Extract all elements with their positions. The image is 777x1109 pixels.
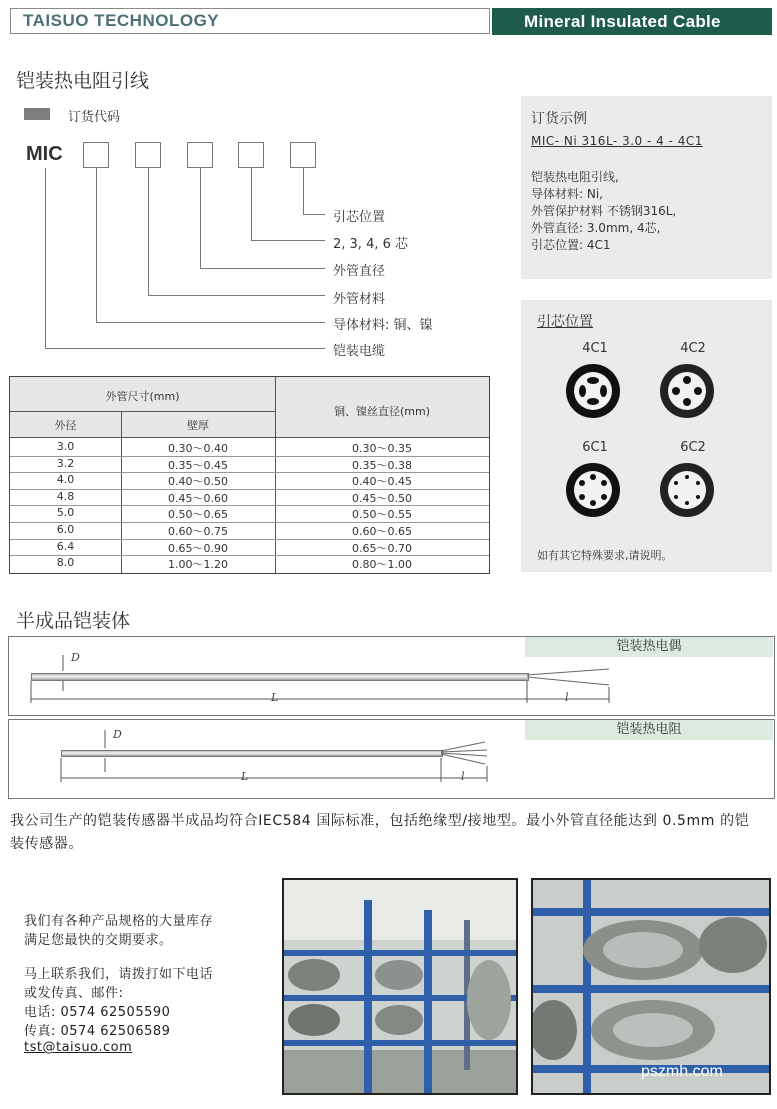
table-cell-od: 5.0	[56, 506, 75, 520]
code-box-sheath-material	[135, 142, 161, 168]
dim-label-L: L	[241, 770, 249, 783]
figure-label-rtd: 铠装热电阻	[525, 720, 773, 740]
table-cell-wire: 0.50～0.55	[352, 508, 412, 522]
code-box-diameter	[187, 142, 213, 168]
table-cell-wire: 0.65～0.70	[352, 541, 412, 555]
dim-label-L: L	[271, 691, 279, 704]
connector-line	[251, 240, 325, 241]
section-title-semi-finished: 半成品铠装体	[16, 610, 131, 632]
connector-line	[251, 168, 252, 240]
table-cell-od: 6.4	[56, 539, 75, 553]
order-example-line: 外管直径: 3.0mm, 4芯,	[531, 221, 661, 235]
connector-line	[148, 295, 325, 296]
dimension-table	[9, 376, 490, 574]
label-core-count: 2, 3, 4, 6 芯	[333, 237, 409, 252]
warehouse-shelves-illustration	[284, 880, 516, 1093]
figure-label-thermocouple: 铠装热电偶	[525, 637, 773, 657]
table-col-wall-thickness: 壁厚	[187, 419, 209, 432]
order-example-line: 外管保护材料 不锈钢316L,	[531, 204, 677, 218]
phone-number: 电话: 0574 62505590	[24, 1005, 171, 1020]
table-group-header: 外管尺寸(mm)	[105, 390, 180, 403]
label-armoured-cable: 铠装电缆	[333, 344, 386, 359]
table-cell-od: 8.0	[56, 556, 75, 570]
code-box-conductor	[83, 142, 109, 168]
warehouse-photo-1	[282, 878, 518, 1095]
legend-swatch	[24, 108, 50, 120]
table-cell-wall: 0.35～0.45	[168, 458, 228, 472]
stock-text-line1: 我们有各种产品规格的大量库存	[24, 914, 214, 929]
connector-line	[303, 168, 304, 214]
table-cell-od: 3.2	[56, 456, 75, 470]
connector-line	[45, 348, 325, 349]
figure-rtd	[8, 719, 775, 799]
core-diagram-6c2	[660, 463, 714, 517]
table-cell-wall: 0.40～0.50	[168, 475, 228, 489]
order-example-line: 铠装热电阻引线,	[531, 170, 619, 184]
warehouse-photo-2	[531, 878, 771, 1095]
dim-label-l: l	[565, 691, 569, 704]
stock-text-line2: 满足您最快的交期要求。	[24, 933, 173, 948]
call-text-line1: 马上联系我们，请拨打如下电话	[24, 967, 214, 982]
core-position-note: 如有其它特殊要求,请说明。	[537, 549, 673, 562]
table-cell-wire: 0.40～0.45	[352, 475, 412, 489]
watermark: pszmh.com	[641, 1063, 723, 1080]
thermocouple-dimension-lines	[9, 637, 774, 715]
label-conductor-material: 导体材料: 铜、镍	[333, 318, 433, 333]
header-product-bar	[492, 8, 772, 35]
email-link[interactable]: tst@taisuo.com	[24, 1040, 133, 1055]
dim-label-D: D	[71, 651, 80, 664]
core-label-4c2: 4C2	[680, 341, 706, 356]
table-cell-wall: 0.60～0.75	[168, 525, 228, 538]
table-cell-wire: 0.60～0.65	[352, 525, 412, 538]
table-cell-wall: 0.30～0.40	[168, 442, 228, 455]
table-cell-od: 4.0	[56, 473, 75, 487]
core-label-6c1: 6C1	[582, 440, 608, 455]
fax-number: 传真: 0574 62506589	[24, 1024, 171, 1039]
order-example-title: 订货示例	[531, 111, 587, 127]
rtd-dimension-lines	[9, 720, 774, 798]
core-label-6c2: 6C2	[680, 440, 706, 455]
dim-label-l: l	[461, 770, 465, 783]
table-cell-wire: 0.30～0.35	[352, 442, 412, 455]
code-prefix: MIC	[26, 143, 63, 165]
semi-finished-description: 我公司生产的铠装传感器半成品均符合IEC584 国际标准，包括绝缘型/接地型。最小外管直径能达到 0.5mm 的铠装传感器。	[10, 813, 750, 852]
order-example-code: MIC- Ni 316L- 3.0 - 4 - 4C1	[531, 134, 703, 148]
company-name: TAISUO TECHNOLOGY	[23, 11, 220, 30]
connector-line	[148, 168, 149, 295]
table-col-outer-diameter: 外径	[54, 419, 77, 432]
label-sheath-diameter: 外管直径	[333, 264, 386, 279]
order-code-legend: 订货代码	[68, 110, 121, 125]
core-diagram-4c1	[566, 364, 620, 418]
order-example-panel	[521, 96, 772, 279]
label-core-position: 引芯位置	[333, 210, 386, 225]
table-cell-wall: 1.00～1.20	[168, 558, 228, 572]
table-cell-wall: 0.50～0.65	[168, 508, 228, 522]
product-name: Mineral Insulated Cable	[524, 12, 721, 31]
call-text-line2: 或发传真、邮件:	[24, 986, 124, 1001]
table-cell-od: 3.0	[56, 440, 75, 453]
table-cell-wire: 0.80～1.00	[352, 558, 412, 572]
table-cell-wire: 0.35～0.38	[352, 458, 412, 472]
core-position-panel	[521, 300, 772, 572]
table-cell-wall: 0.65～0.90	[168, 541, 228, 555]
core-diagram-4c2	[660, 364, 714, 418]
core-label-4c1: 4C1	[582, 341, 608, 356]
connector-line	[45, 168, 46, 348]
connector-line	[303, 214, 325, 215]
header-company-bar	[10, 8, 490, 34]
order-example-line: 引芯位置: 4C1	[531, 238, 611, 252]
core-diagram-6c1	[566, 463, 620, 517]
table-cell-wall: 0.45～0.60	[168, 491, 228, 505]
code-box-cores	[238, 142, 264, 168]
connector-line	[96, 168, 97, 322]
table-cell-od: 4.8	[56, 489, 75, 503]
order-example-line: 导体材料: Ni,	[531, 187, 603, 201]
figure-thermocouple	[8, 636, 775, 716]
connector-line	[96, 322, 325, 323]
core-position-title: 引芯位置	[537, 314, 593, 330]
table-cell-wire: 0.45～0.50	[352, 491, 412, 505]
table-cell-od: 6.0	[56, 523, 75, 536]
table-col-wire-diameter: 铜、镍丝直径(mm)	[333, 405, 430, 418]
dim-label-D: D	[113, 728, 122, 741]
connector-line	[200, 268, 325, 269]
connector-line	[200, 168, 201, 268]
cable-coils-illustration	[533, 880, 769, 1093]
label-sheath-material: 外管材料	[333, 292, 386, 307]
code-box-core-position	[290, 142, 316, 168]
section-title-rtd-lead: 铠装热电阻引线	[16, 70, 150, 92]
